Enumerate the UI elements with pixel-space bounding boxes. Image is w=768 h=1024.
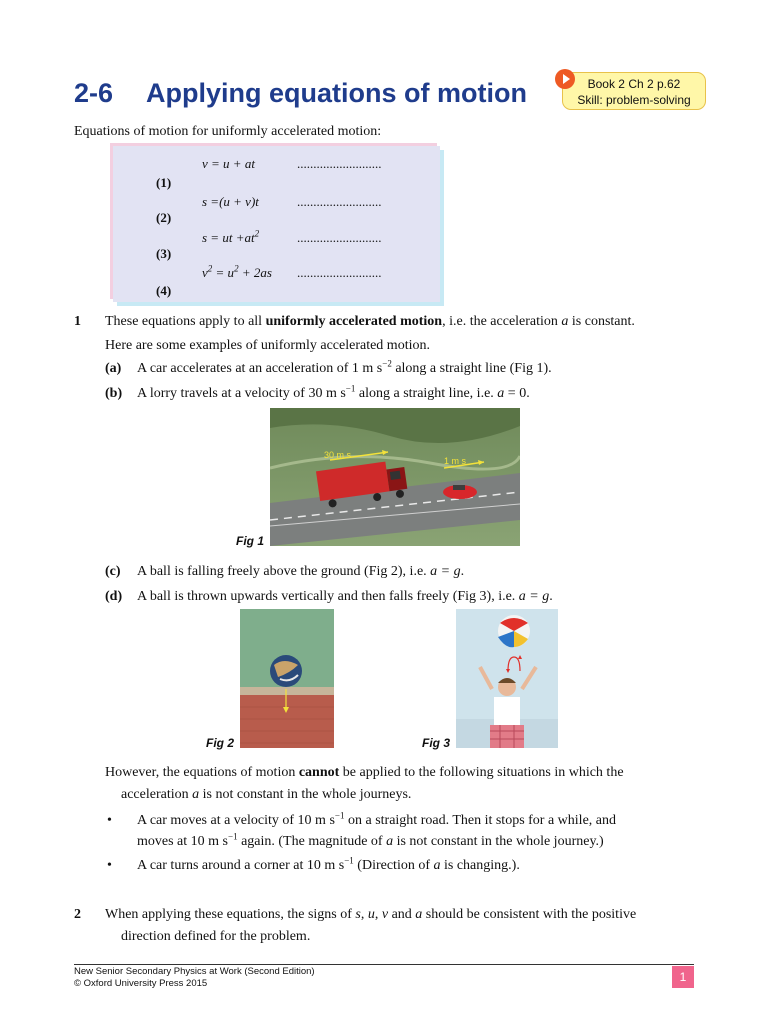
p1-text-a: These equations apply to all xyxy=(105,314,266,329)
section-number: 2-6 xyxy=(74,78,114,108)
p2-t2: should be consistent with the positive xyxy=(422,907,637,922)
b1-t3: moves at 10 m s xyxy=(137,834,228,849)
however-bold: cannot xyxy=(298,765,340,780)
section-title: Applying equations of motion xyxy=(146,78,527,108)
point-2-number: 2 xyxy=(74,907,81,922)
fig-2-photo xyxy=(240,609,334,748)
b2-t2: (Direction of xyxy=(353,858,434,873)
p2-a: a xyxy=(415,907,423,922)
however-t4: is not constant in the whole journeys. xyxy=(199,787,412,802)
item-b-sup: −1 xyxy=(345,383,356,394)
bullet-2-marker: • xyxy=(107,858,112,873)
equation-4-rest: + 2as xyxy=(238,265,272,280)
item-c-var: a = g xyxy=(430,564,461,579)
point-2-line-1: When applying these equations, the signs of s, u, v and a should be consistent with the positive xyxy=(105,907,637,922)
item-b-t3: = 0. xyxy=(504,386,530,401)
fig-3-image xyxy=(456,609,558,748)
b1-t4: again. (The magnitude of xyxy=(237,834,387,849)
page-title xyxy=(74,78,527,109)
b2-sup: −1 xyxy=(344,855,354,866)
b1-t1: A car moves at a velocity of 10 m s xyxy=(137,813,335,828)
reference-box[interactable] xyxy=(562,72,706,110)
intro-text: Equations of motion for uniformly accelerated motion: xyxy=(74,124,382,139)
reference-book: Book 2 Ch 2 p.62 xyxy=(587,77,681,91)
equation-2: s =(u + v)t xyxy=(202,194,259,209)
equation-3-number: (3) xyxy=(156,246,172,261)
however-line-2 xyxy=(121,787,411,803)
equation-1-number: (1) xyxy=(156,175,172,190)
equation-4-sup-u: 2 xyxy=(234,263,239,274)
item-b-t1: A lorry travels at a velocity of 30 m s xyxy=(137,386,346,401)
fig-2-image xyxy=(240,609,334,748)
item-d-var: a = g xyxy=(518,589,550,604)
equation-4-blank: .......................... xyxy=(297,265,382,280)
p2-s: s xyxy=(355,907,361,922)
equation-3-formula: s = ut +at xyxy=(202,230,255,245)
fig-1-car-label: 1 m s xyxy=(444,456,467,466)
equation-4-number: (4) xyxy=(156,283,172,298)
however-t3: acceleration xyxy=(121,787,193,802)
item-c-label: (c) xyxy=(105,564,121,579)
point-1-line-2: Here are some examples of uniformly accelerated motion. xyxy=(105,338,430,353)
equation-1: v = u + at xyxy=(202,156,255,171)
play-icon[interactable] xyxy=(555,69,575,89)
point-1-line-1 xyxy=(105,314,635,330)
equation-4-v: v xyxy=(202,265,208,280)
item-d-text xyxy=(137,589,553,605)
fig-1-image xyxy=(270,408,520,546)
item-d-t1: A ball is thrown upwards vertically and then falls freely (Fig 3), i.e. xyxy=(137,589,519,604)
b1-var: a xyxy=(386,834,394,849)
footer-divider xyxy=(74,964,694,965)
item-a-label: (a) xyxy=(105,361,122,376)
p1-text-c: is constant. xyxy=(568,314,635,329)
however-var: a xyxy=(192,787,200,802)
b1-t5: is not constant in the whole journey.) xyxy=(393,834,604,849)
item-a-text xyxy=(137,358,552,377)
equation-4 xyxy=(202,265,272,281)
equation-3-sup: 2 xyxy=(254,228,260,239)
item-c-t1: A ball is falling freely above the ground (Fig 2), i.e. xyxy=(137,564,431,579)
p2-v: v xyxy=(381,907,389,922)
fig-3-label: Fig 3 xyxy=(422,736,451,750)
equation-2-number: (2) xyxy=(156,210,172,225)
page-number: 1 xyxy=(672,966,694,988)
bullet-1-line-1 xyxy=(137,810,617,829)
p2-u: u xyxy=(367,907,375,922)
item-c-text xyxy=(137,564,464,580)
item-b-t2: along a straight line, i.e. xyxy=(355,386,498,401)
equation-4-sup-v: 2 xyxy=(207,263,213,274)
p1-text-b: , i.e. the acceleration xyxy=(442,314,562,329)
item-a-t1: A car accelerates at an acceleration of 1 m s xyxy=(137,361,383,376)
footer-book-title: New Senior Secondary Physics at Work (Second Edition) xyxy=(74,966,315,977)
item-d-label: (d) xyxy=(105,589,123,604)
point-2-line-2: direction defined for the problem. xyxy=(121,929,311,944)
item-a-sup: −2 xyxy=(382,358,392,369)
fig-1-lorry-label: 30 m s xyxy=(324,450,352,460)
p1-var: a xyxy=(561,314,569,329)
bullet-1-marker: • xyxy=(107,813,112,828)
b1-sup2: −1 xyxy=(228,831,238,842)
item-b-text xyxy=(137,383,530,402)
b1-t2: on a straight road. Then it stops for a while, and xyxy=(344,813,617,828)
fig-1-photo xyxy=(270,408,520,546)
p2-t1: When applying these equations, the signs of xyxy=(105,907,356,922)
point-1-number: 1 xyxy=(74,314,81,329)
bullet-2-line xyxy=(137,855,520,874)
item-b-var: a xyxy=(497,386,505,401)
equation-3 xyxy=(202,230,259,246)
equation-1-blank: .......................... xyxy=(297,156,382,171)
item-c-t2: . xyxy=(460,564,465,579)
item-b-label: (b) xyxy=(105,386,123,401)
b2-t3: is changing.). xyxy=(440,858,520,873)
item-d-t2: . xyxy=(549,589,553,604)
b2-t1: A car turns around a corner at 10 m s xyxy=(137,858,345,873)
fig-1-label: Fig 1 xyxy=(236,534,265,548)
equation-4-u: = u xyxy=(212,265,235,280)
item-a-t2: along a straight line (Fig 1). xyxy=(391,361,552,376)
bullet-1-line-2 xyxy=(137,831,604,850)
however-line-1 xyxy=(105,765,624,781)
fig-3-photo xyxy=(456,609,558,748)
however-t2: be applied to the following situations in which the xyxy=(339,765,624,780)
b2-var: a xyxy=(433,858,441,873)
fig-2-label: Fig 2 xyxy=(206,736,235,750)
however-t1: However, the equations of motion xyxy=(105,765,299,780)
equation-3-blank: .......................... xyxy=(297,230,382,245)
p1-bold: uniformly accelerated motion xyxy=(265,314,443,329)
b1-sup: −1 xyxy=(334,810,345,821)
reference-skill: Skill: problem-solving xyxy=(577,93,691,107)
footer-copyright: © Oxford University Press 2015 xyxy=(74,978,208,989)
equation-2-blank: .......................... xyxy=(297,194,382,209)
